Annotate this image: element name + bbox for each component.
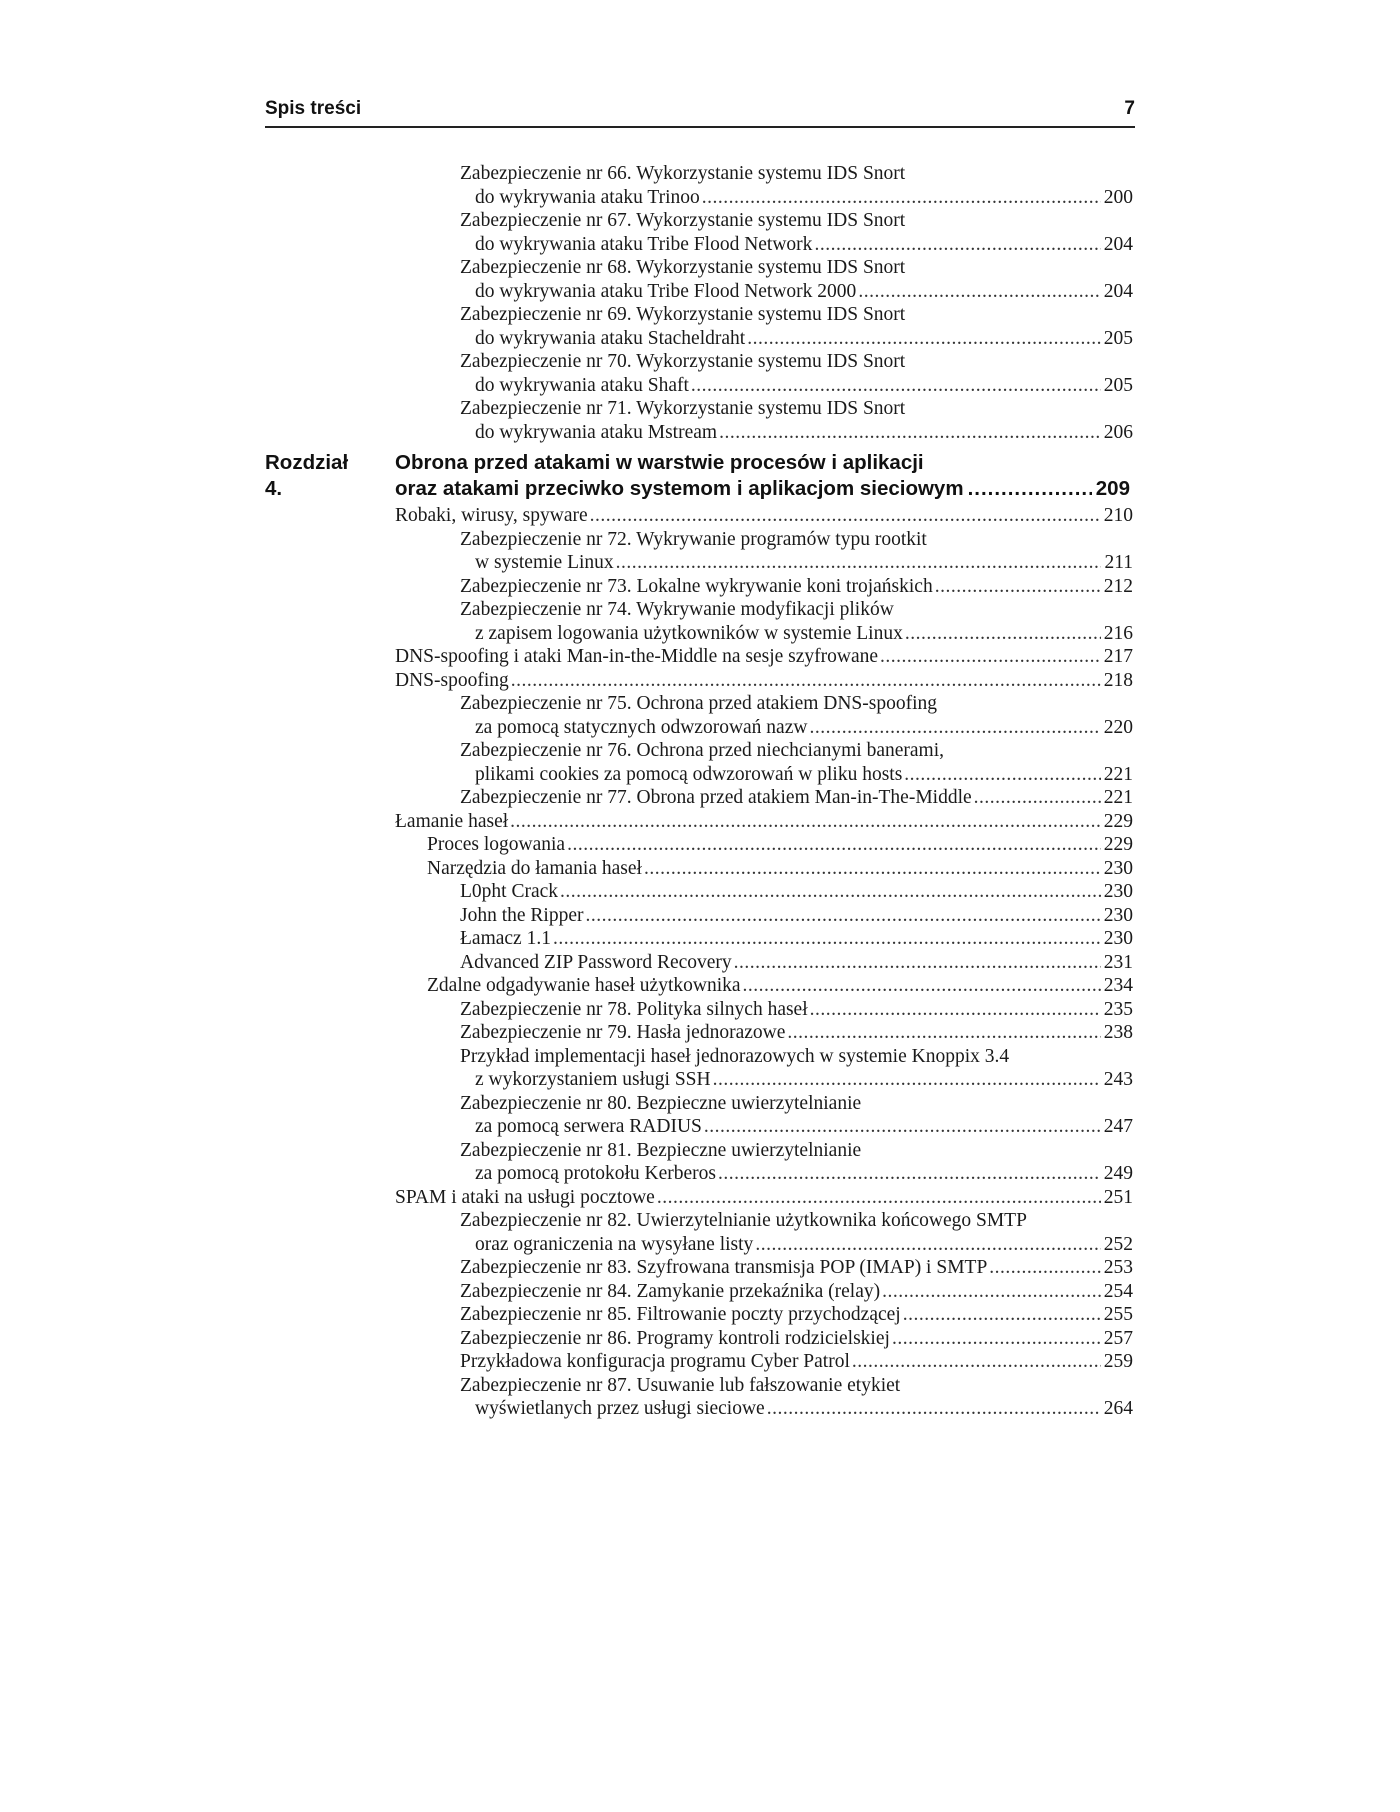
leader-dots: [904, 763, 1100, 787]
toc-page-number: 204: [1101, 280, 1133, 304]
toc-entry-line: [475, 374, 1133, 398]
leader-dots: [810, 998, 1101, 1022]
leader-dots: [657, 1186, 1101, 1210]
toc-entry-line: [395, 645, 1133, 669]
toc-entry-title: Zabezpieczenie nr 82. Uwierzytelnianie użytkownika końcowego SMTP: [460, 1210, 1027, 1231]
leader-dots: [989, 1256, 1100, 1280]
toc-page-number: 230: [1101, 857, 1133, 881]
toc-entry-text: Zabezpieczenie nr 86. Programy kontroli rodzicielskiej: [460, 1327, 890, 1349]
leader-dots: [787, 1021, 1100, 1045]
leader-dots: [903, 1303, 1101, 1327]
leader-dots: [691, 374, 1101, 398]
toc-entry-text: Łamacz 1.1: [460, 928, 551, 949]
toc-page-number: 252: [1101, 1233, 1133, 1257]
toc-entry-text: Łamanie haseł: [395, 810, 509, 832]
toc-entry-title: Zabezpieczenie nr 67. Wykorzystanie systemu IDS Snort: [460, 210, 906, 231]
toc-page-number: 230: [1101, 880, 1133, 904]
toc-page-number: 254: [1101, 1280, 1133, 1304]
toc-entry-text: John the Ripper: [460, 904, 584, 926]
toc-entry-title: Zabezpieczenie nr 80. Bezpieczne uwierzytelnianie: [460, 1092, 862, 1114]
toc-page-number: 238: [1101, 1021, 1133, 1045]
toc-page-number: 230: [1101, 927, 1133, 951]
leader-dots: [553, 927, 1101, 951]
toc-entry-line: [395, 669, 1133, 693]
toc-entry-text: wyświetlanych przez usługi sieciowe: [475, 1398, 765, 1419]
leader-dots: [734, 951, 1101, 975]
leader-dots: [590, 504, 1101, 528]
toc-entry-text: Zabezpieczenie nr 79. Hasła jednorazowe: [460, 1022, 786, 1043]
header-section-title: Spis treści: [265, 98, 362, 119]
header-page-number: 7: [1124, 98, 1135, 119]
toc-entry-line: [460, 1327, 1133, 1351]
leader-dots: [767, 1397, 1101, 1421]
leader-dots: [852, 1350, 1101, 1374]
toc-entry-text: Narzędzia do łamania haseł: [427, 857, 642, 879]
toc-entry-title: Zabezpieczenie nr 75. Ochrona przed atakiem DNS-spoofing: [460, 693, 938, 714]
toc-page-number: 205: [1101, 374, 1133, 398]
toc-page-number: 216: [1101, 622, 1133, 646]
toc-entry-text: do wykrywania ataku Shaft: [475, 374, 689, 396]
leader-dots: [974, 786, 1101, 810]
leader-dots: [858, 280, 1100, 304]
toc-page-number: 205: [1101, 327, 1133, 351]
toc-page-number: 206: [1101, 421, 1133, 445]
toc-entry-text: oraz ograniczenia na wysyłane listy: [475, 1233, 754, 1255]
toc-entry-text: Zabezpieczenie nr 73. Lokalne wykrywanie koni trojańskich: [460, 575, 933, 597]
toc-entry-text: Zabezpieczenie nr 85. Filtrowanie poczty przychodzącej: [460, 1304, 901, 1325]
toc-entry-title: Zabezpieczenie nr 70. Wykorzystanie systemu IDS Snort: [460, 351, 906, 372]
toc-entry-line: [395, 504, 1133, 528]
toc-entry-title: Zabezpieczenie nr 87. Usuwanie lub fałszowanie etykiet: [460, 1374, 901, 1396]
leader-dots: [511, 669, 1101, 693]
toc-entry-title: Zabezpieczenie nr 68. Wykorzystanie systemu IDS Snort: [460, 257, 906, 278]
leader-dots: [510, 810, 1101, 834]
toc-entry-text: Zdalne odgadywanie haseł użytkownika: [427, 975, 741, 996]
toc-entry-title: Przykład implementacji haseł jednorazowych w systemie Knoppix 3.4: [460, 1045, 1010, 1067]
leader-dots: [704, 1115, 1101, 1139]
running-header: [265, 98, 1135, 128]
toc-page-number: 230: [1101, 904, 1133, 928]
toc-entry-line: [395, 810, 1133, 834]
toc-entry-line: [460, 998, 1133, 1022]
chapter-title-line-2: [395, 476, 1130, 502]
toc-entry-title: Zabezpieczenie nr 66. Wykorzystanie systemu IDS Snort: [460, 163, 906, 184]
toc-entry-text: Zabezpieczenie nr 78. Polityka silnych haseł: [460, 998, 808, 1020]
toc-entry-line: [460, 786, 1133, 810]
chapter-page-number: 209: [1095, 477, 1130, 500]
leader-dots: [644, 857, 1101, 881]
chapter-title-line-1: Obrona przed atakami w warstwie procesów i aplikacji: [395, 451, 924, 474]
leader-dots: [567, 833, 1101, 857]
toc-entry-text: Zabezpieczenie nr 83. Szyfrowana transmisja POP (IMAP) i SMTP: [460, 1257, 988, 1278]
toc-entry-line: [475, 551, 1133, 575]
leader-dots: [882, 1280, 1101, 1304]
toc-entry-text: do wykrywania ataku Mstream: [475, 421, 718, 443]
leader-dots: [935, 575, 1101, 599]
toc-entry-line: [475, 280, 1133, 304]
toc-entry-line: [475, 421, 1133, 445]
toc-entry-text: DNS-spoofing i ataki Man-in-the-Middle na sesje szyfrowane: [395, 646, 879, 667]
toc-entry-line: [427, 974, 1133, 998]
toc-page-number: 243: [1101, 1068, 1133, 1092]
toc-entry-text: za pomocą protokołu Kerberos: [475, 1163, 716, 1184]
toc-entry-line: [460, 951, 1133, 975]
toc-entry-text: do wykrywania ataku Tribe Flood Network 2000: [475, 280, 857, 302]
toc-page-number: 229: [1101, 810, 1133, 834]
toc-entry-line: [395, 1186, 1133, 1210]
toc-entry-text: Przykładowa konfiguracja programu Cyber Patrol: [460, 1351, 850, 1372]
toc-entry-text: plikami cookies za pomocą odwzorowań w pliku hosts: [475, 763, 903, 785]
toc-page-number: 234: [1101, 974, 1133, 998]
leader-dots: [814, 233, 1100, 257]
toc-page-number: 255: [1101, 1303, 1133, 1327]
toc-entry-text: w systemie Linux: [475, 552, 614, 573]
toc-entry-text: za pomocą serwera RADIUS: [475, 1116, 702, 1137]
toc-page-number: 220: [1101, 716, 1133, 740]
toc-entry-line: [460, 1350, 1133, 1374]
toc-entry-text: za pomocą statycznych odwzorowań nazw: [475, 716, 808, 738]
toc-entry-line: [427, 857, 1133, 881]
leader-dots: [905, 622, 1101, 646]
toc-page-number: 212: [1101, 575, 1133, 599]
toc-entry-line: [475, 1115, 1133, 1139]
toc-entry-text: DNS-spoofing: [395, 669, 509, 691]
toc-entry-text: L0pht Crack: [460, 881, 559, 902]
toc-entry-line: [460, 927, 1133, 951]
chapter-label: Rozdział 4.: [265, 451, 349, 500]
toc-entry-line: [475, 763, 1133, 787]
toc-entry-text: SPAM i ataki na usługi pocztowe: [395, 1186, 655, 1208]
toc-entry-text: Robaki, wirusy, spyware: [395, 505, 588, 526]
toc-entry-line: [475, 622, 1133, 646]
toc-entry-line: [460, 575, 1133, 599]
toc-entry-title: Zabezpieczenie nr 74. Wykrywanie modyfikacji plików: [460, 599, 894, 620]
toc-entry-line: [475, 186, 1133, 210]
leader-dots: [702, 186, 1101, 210]
toc-page-number: 231: [1101, 951, 1133, 975]
leader-dots: [892, 1327, 1101, 1351]
toc-entry-line: [460, 880, 1133, 904]
leader-dots: [560, 880, 1101, 904]
toc-page-number: 221: [1101, 763, 1133, 787]
toc-entry-line: [460, 1303, 1133, 1327]
toc-entry-text: do wykrywania ataku Stacheldraht: [475, 327, 746, 349]
toc-page-number: 217: [1101, 645, 1133, 669]
toc-entry-line: [475, 327, 1133, 351]
leader-dots: [743, 974, 1101, 998]
leader-dots: [719, 421, 1101, 445]
leader-dots: [718, 1162, 1101, 1186]
toc-entry-text: Zabezpieczenie nr 77. Obrona przed atakiem Man-in-The-Middle: [460, 787, 972, 808]
toc-entry-line: [475, 1162, 1133, 1186]
leader-dots: [747, 327, 1101, 351]
toc-entry-line: [460, 1256, 1133, 1280]
toc-entry-text: do wykrywania ataku Tribe Flood Network: [475, 233, 813, 255]
toc-entry-line: [460, 904, 1133, 928]
toc-entry-line: [460, 1280, 1133, 1304]
toc-page-number: 264: [1101, 1397, 1133, 1421]
toc-page-number: 235: [1101, 998, 1133, 1022]
leader-dots: [616, 551, 1102, 575]
toc-entry-title: Zabezpieczenie nr 81. Bezpieczne uwierzytelnianie: [460, 1139, 862, 1161]
toc-entry-title: Zabezpieczenie nr 69. Wykorzystanie systemu IDS Snort: [460, 304, 906, 325]
toc-page-number: 221: [1101, 786, 1133, 810]
toc-entry-line: [475, 1397, 1133, 1421]
toc-entry-text: do wykrywania ataku Trinoo: [475, 186, 700, 208]
toc-entry-line: [475, 1233, 1133, 1257]
toc-page-number: 253: [1101, 1256, 1133, 1280]
toc-page-number: 257: [1101, 1327, 1133, 1351]
toc-entry-line: [427, 833, 1133, 857]
leader-dots: [809, 716, 1100, 740]
toc-entry-line: [475, 716, 1133, 740]
toc-page-number: 218: [1101, 669, 1133, 693]
toc-page-number: 200: [1101, 186, 1133, 210]
toc-page-number: 229: [1101, 833, 1133, 857]
leader-dots: [968, 476, 1092, 502]
toc-entry-title: Zabezpieczenie nr 76. Ochrona przed niechcianymi banerami,: [460, 740, 945, 761]
leader-dots: [880, 645, 1101, 669]
toc-entry-text: z wykorzystaniem usługi SSH: [475, 1069, 711, 1090]
toc-page-number: 259: [1101, 1350, 1133, 1374]
toc-page-number: 247: [1101, 1115, 1133, 1139]
toc-entry-line: [475, 1068, 1133, 1092]
toc-page-number: 251: [1101, 1186, 1133, 1210]
toc-entry-line: [475, 233, 1133, 257]
toc-page-number: 210: [1101, 504, 1133, 528]
toc-entry-text: Proces logowania: [427, 834, 566, 855]
leader-dots: [755, 1233, 1100, 1257]
leader-dots: [713, 1068, 1101, 1092]
toc-page-number: 211: [1101, 551, 1133, 575]
leader-dots: [585, 904, 1100, 928]
toc-entry-text: Advanced ZIP Password Recovery: [460, 951, 732, 973]
toc-entry-title: Zabezpieczenie nr 71. Wykorzystanie systemu IDS Snort: [460, 398, 906, 419]
toc-entry-text: Zabezpieczenie nr 84. Zamykanie przekaźnika (relay): [460, 1280, 881, 1302]
chapter-title-text: oraz atakami przeciwko systemom i aplikacjom sieciowym: [395, 477, 964, 500]
toc-entry-title: Zabezpieczenie nr 72. Wykrywanie programów typu rootkit: [460, 528, 927, 550]
toc-page-number: 249: [1101, 1162, 1133, 1186]
toc-entry-text: z zapisem logowania użytkowników w systemie Linux: [475, 622, 903, 644]
toc-page-number: 204: [1101, 233, 1133, 257]
toc-entry-line: [460, 1021, 1133, 1045]
